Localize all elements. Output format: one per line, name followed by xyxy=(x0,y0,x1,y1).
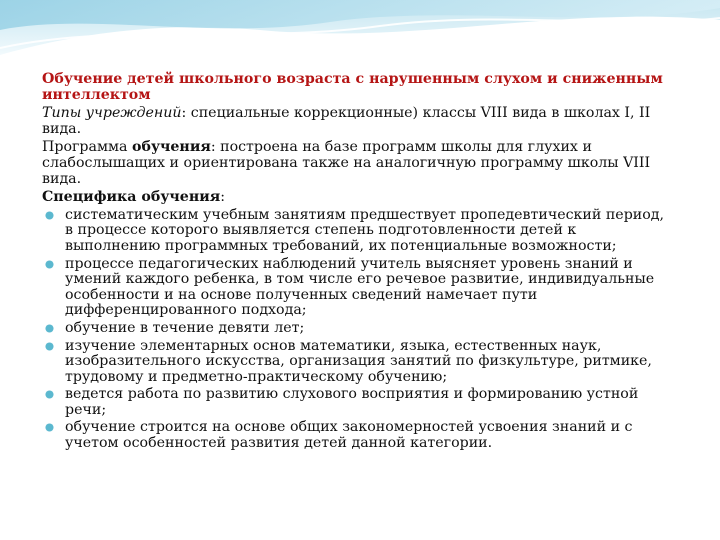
list-item-text: обучение в течение девяти лет; xyxy=(65,319,305,336)
specifics-label-bold: обучения xyxy=(141,189,221,206)
program-label-bold: обучения xyxy=(132,139,211,156)
decorative-wave xyxy=(0,0,720,80)
specifics-label-pre: Специфика xyxy=(42,189,142,206)
list-item-text: систематическим учебным занятиям предшествует пропедевтический период, в процессе которого выявляется степень подготовленности детей к выполнению программных требований, их потенциальные возможности; xyxy=(65,206,665,254)
list-item-text: обучение строится на основе общих закономерностей усвоения знаний и с учетом особенностей развития детей данной категории. xyxy=(65,419,633,452)
list-item xyxy=(42,339,674,386)
list-item xyxy=(42,257,674,319)
bullet-icon xyxy=(45,324,54,333)
list-item-text: изучение элементарных основ математики, языка, естественных наук, изобразительного искусства, организация занятий по физкультуре, ритмике, трудовому и предметно-практическому обучению; xyxy=(65,337,652,385)
list-item-text: ведется работа по развитию слухового восприятия и формированию устной речи; xyxy=(65,386,639,418)
slide-title: Обучение детей школьного возраста с нарушенным слухом и сниженным интеллектом xyxy=(42,71,663,103)
list-item-text: процессе педагогических наблюдений учитель выясняет уровень знаний и умений каждого ребенка, в том числе его речевое развитие, индивидуальные особенности и на основе полученных сведений намечает пути дифференцированного подхода; xyxy=(65,255,655,319)
list-item xyxy=(42,321,674,337)
list-item xyxy=(42,387,674,418)
program-paragraph xyxy=(42,140,674,187)
specifics-list xyxy=(42,208,674,452)
institution-types-text: : специальные коррекционные) классы VIII вида в школах I, II вида. xyxy=(42,105,651,137)
program-text: : построена на базе программ школы для глухих и слабослышащих и ориентирована также на аналогичную программу школы VIII вида. xyxy=(42,139,651,187)
specifics-heading xyxy=(42,190,674,206)
list-item xyxy=(42,420,674,451)
slide-content xyxy=(42,72,674,452)
bullet-icon xyxy=(45,260,54,269)
program-label-pre: Программа xyxy=(42,139,133,156)
bullet-icon xyxy=(45,211,54,220)
bullet-icon xyxy=(45,342,54,351)
bullet-icon xyxy=(45,390,54,399)
list-item xyxy=(42,208,674,255)
bullet-icon xyxy=(45,423,54,432)
institution-types-label: Типы учреждений xyxy=(42,105,182,122)
institution-types xyxy=(42,106,674,137)
specifics-colon: : xyxy=(220,189,225,206)
